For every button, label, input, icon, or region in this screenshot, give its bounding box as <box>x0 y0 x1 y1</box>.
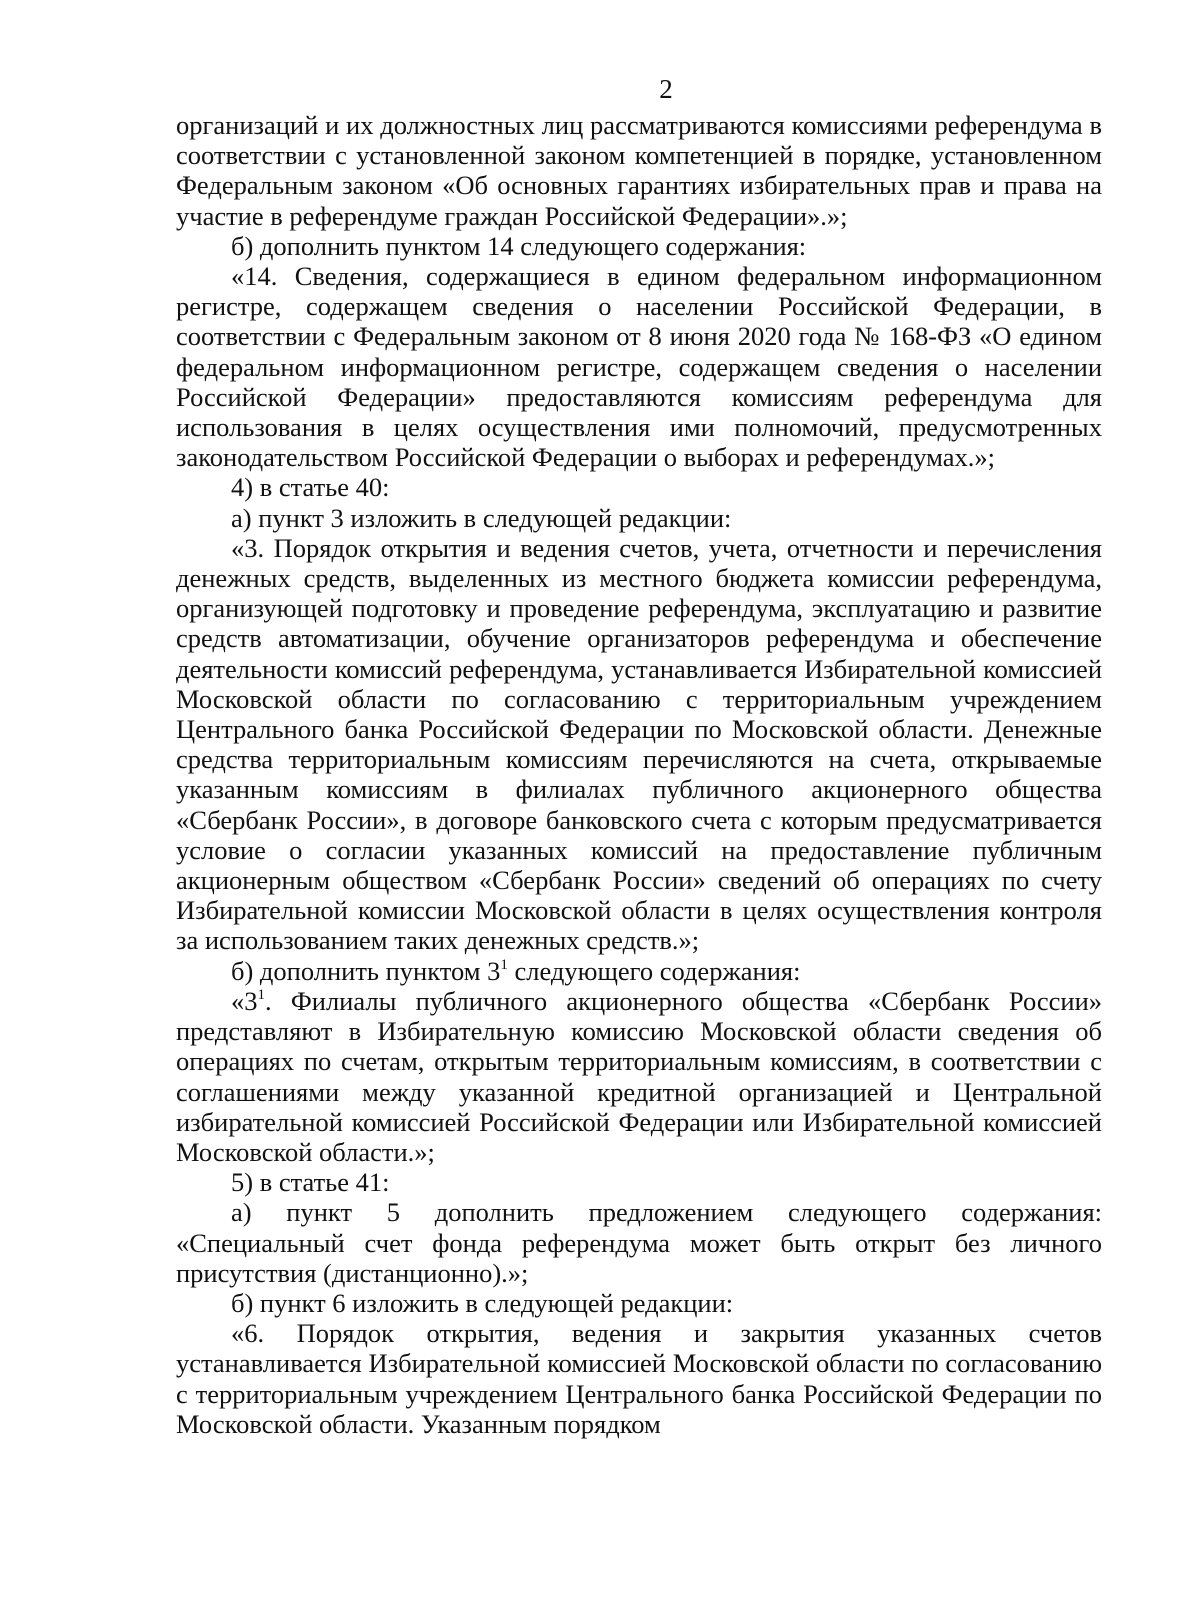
paragraph-text: б) дополнить пунктом 3 <box>231 955 501 986</box>
paragraph: б) дополнить пунктом 14 следующего содержания: <box>231 230 807 261</box>
paragraph: «3. Порядок открытия и ведения счетов, учета, отчетности и перечисления денежных средств, выделенных из местного бюджета комиссии референдума, организующей подготовку и проведение референдума, эксплуатацию и развитие средств автоматизации, обучение организаторов референдума и обеспечение деятельности комиссий референдума, устанавливается Избирательной комиссией Московской области по согласованию с территориальным учреждением Центрального банка Российской Федерации по Московской области. Денежные средства территориальным комиссиям перечисляются на счета, открываемые указанным комиссиям в филиалах публичного акционерного общества «Сбербанк России», в договоре банковского счета с которым предусматривается условие о согласии указанных комиссий на предоставление публичным акционерным обществом «Сбербанк России» сведений об операциях по счету Избирательной комиссии Московской области в целях осуществления контроля за использованием таких денежных средств.»; <box>176 532 1102 956</box>
paragraph-text: . Филиалы публичного акционерного общества «Сбербанк России» представляют в Избирательную комиссию Московской области сведения об операциях по счетам, открытым территориальным комиссиям, в соответствии с соглашениями между указанной кредитной организацией и Центральной избирательной комиссией Российской Федерации или Избирательной комиссией Московской области.»; <box>176 985 1102 1167</box>
paragraph-text: следующего содержания: <box>507 955 801 986</box>
paragraph <box>176 956 1102 986</box>
paragraph: а) пункт 5 дополнить предложением следующего содержания: «Специальный счет фонда референдума может быть открыт без личного присутствия (дистанционно).»; <box>176 1197 1102 1288</box>
paragraph: 5) в статье 41: <box>231 1167 390 1198</box>
superscript: 1 <box>257 986 265 1003</box>
paragraph-text: «3 <box>231 985 258 1016</box>
paragraph: «14. Сведения, содержащиеся в едином федеральном информационном регистре, содержащем сведения о населении Российской Федерации, в соответствии с Федеральным законом от 8 июня 2020 года № 168-ФЗ «О едином федеральном информационном регистре, содержащем сведения о населении Российской Федерации» предоставляются комиссиям референдума для использования в целях осуществления ими полномочий, предусмотренных законодательством Российской Федерации о выборах и референдумах.»; <box>176 261 1102 473</box>
paragraph <box>176 986 1102 1167</box>
paragraph: «6. Порядок открытия, ведения и закрытия указанных счетов устанавливается Избирательной комиссией Московской области по согласованию с территориальным учреждением Центрального банка Российской Федерации по Московской области. Указанным порядком <box>176 1318 1102 1439</box>
paragraph: а) пункт 3 изложить в следующей редакции: <box>231 502 732 533</box>
paragraph: 4) в статье 40: <box>231 472 390 503</box>
paragraph: организаций и их должностных лиц рассматриваются комиссиями референдума в соответствии с установленной законом компетенцией в порядке, установленном Федеральным законом «Об основных гарантиях избирательных прав и права на участие в референдуме граждан Российской Федерации».»; <box>176 110 1102 231</box>
paragraph: б) пункт 6 изложить в следующей редакции: <box>231 1287 734 1318</box>
superscript: 1 <box>500 956 508 973</box>
document-body <box>176 110 1102 1439</box>
page-number: 2 <box>659 74 673 104</box>
